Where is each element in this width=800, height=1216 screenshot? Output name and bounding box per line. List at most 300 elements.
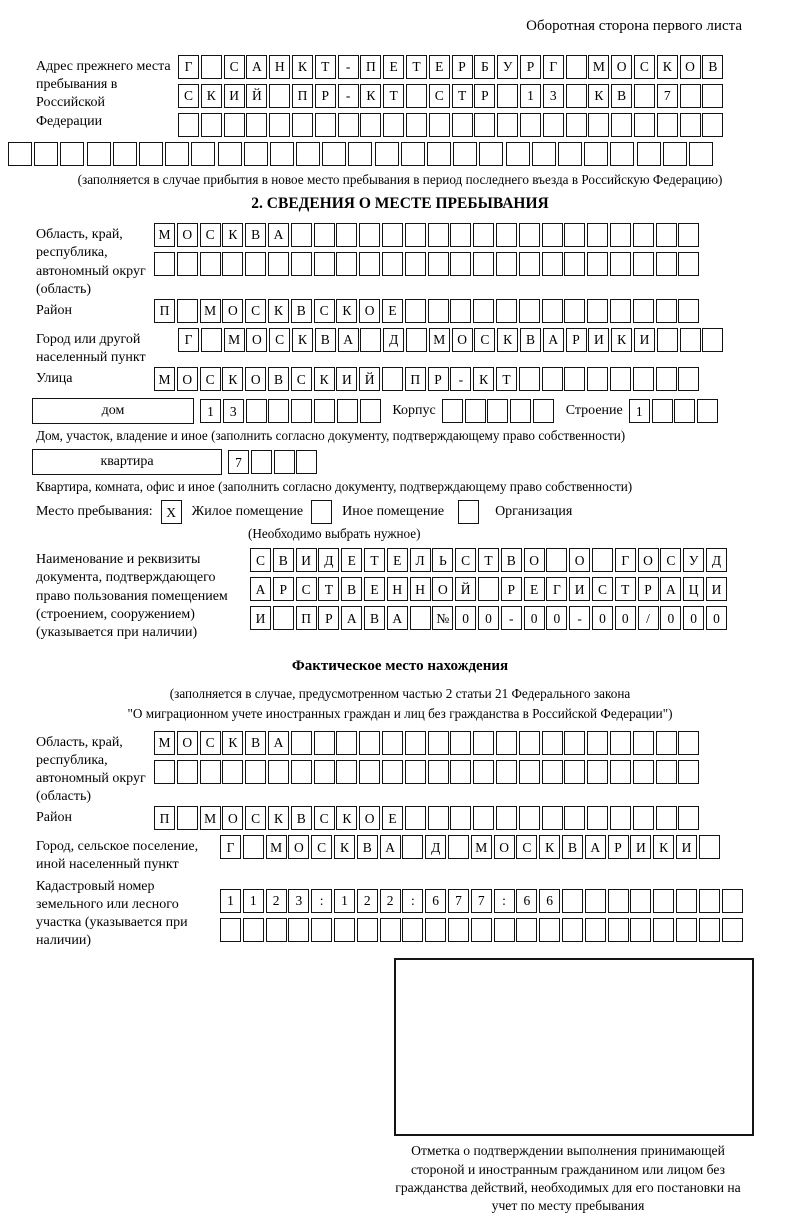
char-cell[interactable]	[697, 399, 718, 423]
char-cell[interactable]	[139, 142, 163, 166]
char-cell[interactable]: А	[543, 328, 564, 352]
char-cell[interactable]	[336, 760, 357, 784]
char-cell[interactable]	[633, 223, 654, 247]
char-cell[interactable]	[452, 113, 473, 137]
char-cell[interactable]: М	[200, 299, 221, 323]
char-cell[interactable]	[587, 252, 608, 276]
char-cell[interactable]	[506, 142, 530, 166]
char-cell[interactable]: С	[314, 806, 335, 830]
char-cell[interactable]: М	[154, 367, 175, 391]
char-cell[interactable]	[357, 918, 378, 942]
char-cell[interactable]	[610, 142, 634, 166]
char-cell[interactable]	[266, 918, 287, 942]
char-cell[interactable]: К	[360, 84, 381, 108]
char-cell[interactable]	[382, 223, 403, 247]
char-cell[interactable]: Д	[706, 548, 727, 572]
char-cell[interactable]	[497, 84, 518, 108]
char-cell[interactable]: Н	[410, 577, 431, 601]
char-cell[interactable]: 1	[520, 84, 541, 108]
char-cell[interactable]: С	[200, 367, 221, 391]
char-cell[interactable]	[564, 223, 585, 247]
checkbox-organization[interactable]	[458, 500, 479, 524]
char-cell[interactable]	[359, 252, 380, 276]
char-cell[interactable]: Р	[318, 606, 339, 630]
char-cell[interactable]	[314, 252, 335, 276]
char-cell[interactable]	[656, 367, 677, 391]
char-cell[interactable]: Т	[406, 55, 427, 79]
char-cell[interactable]	[322, 142, 346, 166]
char-cell[interactable]	[656, 760, 677, 784]
char-cell[interactable]: 1	[220, 889, 241, 913]
char-cell[interactable]	[722, 918, 743, 942]
char-cell[interactable]	[359, 731, 380, 755]
char-cell[interactable]: А	[268, 223, 289, 247]
char-cell[interactable]: С	[660, 548, 681, 572]
char-cell[interactable]: О	[638, 548, 659, 572]
char-cell[interactable]: Е	[383, 55, 404, 79]
char-cell[interactable]: О	[680, 55, 701, 79]
char-cell[interactable]	[410, 606, 431, 630]
char-cell[interactable]	[478, 577, 499, 601]
char-cell[interactable]	[405, 731, 426, 755]
char-cell[interactable]	[656, 731, 677, 755]
char-cell[interactable]	[113, 142, 137, 166]
char-cell[interactable]	[562, 918, 583, 942]
char-cell[interactable]: М	[588, 55, 609, 79]
char-cell[interactable]: К	[336, 806, 357, 830]
char-cell[interactable]	[702, 84, 723, 108]
char-cell[interactable]	[678, 367, 699, 391]
char-cell[interactable]: Д	[425, 835, 446, 859]
char-cell[interactable]	[222, 760, 243, 784]
char-cell[interactable]: 0	[524, 606, 545, 630]
char-cell[interactable]: Т	[615, 577, 636, 601]
char-cell[interactable]: О	[524, 548, 545, 572]
char-cell[interactable]	[201, 55, 222, 79]
char-cell[interactable]	[288, 918, 309, 942]
char-cell[interactable]	[177, 299, 198, 323]
char-cell[interactable]: У	[497, 55, 518, 79]
char-cell[interactable]	[450, 299, 471, 323]
char-cell[interactable]	[496, 223, 517, 247]
char-cell[interactable]: -	[501, 606, 522, 630]
char-cell[interactable]: В	[315, 328, 336, 352]
char-cell[interactable]	[336, 731, 357, 755]
char-cell[interactable]	[402, 835, 423, 859]
char-cell[interactable]	[611, 113, 632, 137]
char-cell[interactable]	[633, 252, 654, 276]
char-cell[interactable]	[177, 760, 198, 784]
char-cell[interactable]	[87, 142, 111, 166]
char-cell[interactable]	[473, 760, 494, 784]
char-cell[interactable]	[315, 113, 336, 137]
char-cell[interactable]: -	[338, 84, 359, 108]
char-cell[interactable]	[702, 113, 723, 137]
char-cell[interactable]	[314, 399, 335, 423]
char-cell[interactable]: И	[296, 548, 317, 572]
char-cell[interactable]: Е	[387, 548, 408, 572]
char-cell[interactable]	[337, 399, 358, 423]
char-cell[interactable]	[314, 731, 335, 755]
char-cell[interactable]: Р	[566, 328, 587, 352]
char-cell[interactable]: 6	[539, 889, 560, 913]
char-cell[interactable]	[633, 731, 654, 755]
char-cell[interactable]: Н	[387, 577, 408, 601]
char-cell[interactable]: С	[311, 835, 332, 859]
char-cell[interactable]: А	[341, 606, 362, 630]
char-cell[interactable]	[177, 252, 198, 276]
char-cell[interactable]: 0	[546, 606, 567, 630]
char-cell[interactable]	[494, 918, 515, 942]
char-cell[interactable]	[428, 252, 449, 276]
char-cell[interactable]: -	[569, 606, 590, 630]
char-cell[interactable]	[487, 399, 508, 423]
char-cell[interactable]	[542, 223, 563, 247]
char-cell[interactable]: В	[341, 577, 362, 601]
char-cell[interactable]: 0	[683, 606, 704, 630]
char-cell[interactable]: Т	[315, 55, 336, 79]
char-cell[interactable]: Р	[608, 835, 629, 859]
char-cell[interactable]	[314, 223, 335, 247]
char-cell[interactable]: К	[268, 806, 289, 830]
char-cell[interactable]: В	[364, 606, 385, 630]
char-cell[interactable]	[564, 252, 585, 276]
char-cell[interactable]	[429, 113, 450, 137]
char-cell[interactable]	[558, 142, 582, 166]
char-cell[interactable]: К	[653, 835, 674, 859]
char-cell[interactable]	[519, 367, 540, 391]
char-cell[interactable]	[542, 731, 563, 755]
char-cell[interactable]	[360, 328, 381, 352]
char-cell[interactable]: 0	[706, 606, 727, 630]
char-cell[interactable]: А	[246, 55, 267, 79]
char-cell[interactable]	[633, 760, 654, 784]
char-cell[interactable]	[496, 252, 517, 276]
char-cell[interactable]: О	[359, 806, 380, 830]
char-cell[interactable]: К	[539, 835, 560, 859]
char-cell[interactable]: 1	[200, 399, 221, 423]
char-cell[interactable]: С	[455, 548, 476, 572]
char-cell[interactable]: Б	[474, 55, 495, 79]
char-cell[interactable]	[268, 399, 289, 423]
char-cell[interactable]	[244, 142, 268, 166]
char-cell[interactable]	[268, 252, 289, 276]
char-cell[interactable]	[587, 731, 608, 755]
char-cell[interactable]	[269, 84, 290, 108]
char-cell[interactable]: /	[638, 606, 659, 630]
char-cell[interactable]	[405, 760, 426, 784]
char-cell[interactable]	[680, 84, 701, 108]
char-cell[interactable]: В	[501, 548, 522, 572]
char-cell[interactable]: 0	[455, 606, 476, 630]
char-cell[interactable]: Т	[318, 577, 339, 601]
char-cell[interactable]: П	[405, 367, 426, 391]
char-cell[interactable]: О	[177, 367, 198, 391]
char-cell[interactable]	[382, 252, 403, 276]
char-cell[interactable]	[60, 142, 84, 166]
char-cell[interactable]	[448, 835, 469, 859]
char-cell[interactable]	[465, 399, 486, 423]
char-cell[interactable]: О	[569, 548, 590, 572]
char-cell[interactable]: М	[154, 223, 175, 247]
char-cell[interactable]: 0	[615, 606, 636, 630]
char-cell[interactable]: К	[657, 55, 678, 79]
char-cell[interactable]	[519, 299, 540, 323]
char-cell[interactable]: К	[201, 84, 222, 108]
char-cell[interactable]	[564, 760, 585, 784]
char-cell[interactable]: К	[334, 835, 355, 859]
char-cell[interactable]	[519, 731, 540, 755]
char-cell[interactable]	[584, 142, 608, 166]
char-cell[interactable]	[532, 142, 556, 166]
char-cell[interactable]	[268, 760, 289, 784]
char-cell[interactable]	[652, 399, 673, 423]
char-cell[interactable]: К	[222, 731, 243, 755]
char-cell[interactable]	[243, 835, 264, 859]
char-cell[interactable]	[564, 367, 585, 391]
char-cell[interactable]: Т	[496, 367, 517, 391]
char-cell[interactable]	[245, 252, 266, 276]
char-cell[interactable]	[566, 113, 587, 137]
char-cell[interactable]: А	[380, 835, 401, 859]
char-cell[interactable]: О	[177, 223, 198, 247]
char-cell[interactable]	[633, 299, 654, 323]
char-cell[interactable]	[702, 328, 723, 352]
char-cell[interactable]: С	[314, 299, 335, 323]
char-cell[interactable]	[154, 760, 175, 784]
char-cell[interactable]	[405, 806, 426, 830]
char-cell[interactable]: К	[292, 328, 313, 352]
char-cell[interactable]: И	[224, 84, 245, 108]
char-cell[interactable]: И	[634, 328, 655, 352]
char-cell[interactable]: Л	[410, 548, 431, 572]
char-cell[interactable]: С	[429, 84, 450, 108]
char-cell[interactable]	[34, 142, 58, 166]
char-cell[interactable]: Т	[383, 84, 404, 108]
char-cell[interactable]: И	[588, 328, 609, 352]
char-cell[interactable]	[634, 84, 655, 108]
char-cell[interactable]: В	[611, 84, 632, 108]
char-cell[interactable]	[587, 367, 608, 391]
char-cell[interactable]	[634, 113, 655, 137]
char-cell[interactable]: 6	[516, 889, 537, 913]
char-cell[interactable]: О	[246, 328, 267, 352]
char-cell[interactable]: Е	[364, 577, 385, 601]
char-cell[interactable]: Р	[520, 55, 541, 79]
char-cell[interactable]	[542, 760, 563, 784]
char-cell[interactable]	[291, 399, 312, 423]
char-cell[interactable]: 3	[288, 889, 309, 913]
char-cell[interactable]	[291, 731, 312, 755]
char-cell[interactable]	[608, 918, 629, 942]
char-cell[interactable]	[245, 760, 266, 784]
char-cell[interactable]	[539, 918, 560, 942]
char-cell[interactable]: А	[585, 835, 606, 859]
char-cell[interactable]	[311, 918, 332, 942]
char-cell[interactable]	[450, 223, 471, 247]
char-cell[interactable]	[291, 252, 312, 276]
char-cell[interactable]: №	[432, 606, 453, 630]
char-cell[interactable]	[406, 84, 427, 108]
char-cell[interactable]: -	[338, 55, 359, 79]
char-cell[interactable]: А	[387, 606, 408, 630]
char-cell[interactable]: М	[224, 328, 245, 352]
char-cell[interactable]	[592, 548, 613, 572]
char-cell[interactable]: О	[245, 367, 266, 391]
char-cell[interactable]: 1	[334, 889, 355, 913]
char-cell[interactable]	[678, 223, 699, 247]
char-cell[interactable]: С	[178, 84, 199, 108]
char-cell[interactable]: Д	[383, 328, 404, 352]
char-cell[interactable]	[218, 142, 242, 166]
char-cell[interactable]	[291, 760, 312, 784]
char-cell[interactable]: 1	[629, 399, 650, 423]
char-cell[interactable]	[453, 142, 477, 166]
apartment-type-box[interactable]: квартира	[32, 449, 222, 475]
char-cell[interactable]: Т	[364, 548, 385, 572]
char-cell[interactable]: К	[497, 328, 518, 352]
char-cell[interactable]	[610, 731, 631, 755]
char-cell[interactable]	[450, 252, 471, 276]
char-cell[interactable]	[676, 918, 697, 942]
char-cell[interactable]	[296, 450, 317, 474]
char-cell[interactable]	[587, 223, 608, 247]
char-cell[interactable]	[406, 113, 427, 137]
char-cell[interactable]	[566, 84, 587, 108]
char-cell[interactable]	[222, 252, 243, 276]
char-cell[interactable]: О	[494, 835, 515, 859]
char-cell[interactable]: В	[562, 835, 583, 859]
char-cell[interactable]: М	[200, 806, 221, 830]
char-cell[interactable]: 7	[657, 84, 678, 108]
char-cell[interactable]: 0	[660, 606, 681, 630]
char-cell[interactable]	[520, 113, 541, 137]
char-cell[interactable]: Н	[269, 55, 290, 79]
char-cell[interactable]	[479, 142, 503, 166]
char-cell[interactable]: Р	[273, 577, 294, 601]
char-cell[interactable]	[542, 252, 563, 276]
char-cell[interactable]: Г	[178, 55, 199, 79]
char-cell[interactable]	[699, 835, 720, 859]
char-cell[interactable]	[656, 806, 677, 830]
char-cell[interactable]	[246, 113, 267, 137]
char-cell[interactable]	[689, 142, 713, 166]
char-cell[interactable]: 7	[471, 889, 492, 913]
char-cell[interactable]: С	[296, 577, 317, 601]
char-cell[interactable]	[154, 252, 175, 276]
char-cell[interactable]: Ц	[683, 577, 704, 601]
char-cell[interactable]	[428, 223, 449, 247]
char-cell[interactable]	[678, 252, 699, 276]
char-cell[interactable]: Т	[452, 84, 473, 108]
char-cell[interactable]: П	[296, 606, 317, 630]
char-cell[interactable]	[401, 142, 425, 166]
char-cell[interactable]: К	[473, 367, 494, 391]
char-cell[interactable]	[610, 367, 631, 391]
char-cell[interactable]	[656, 252, 677, 276]
char-cell[interactable]: И	[676, 835, 697, 859]
char-cell[interactable]: В	[520, 328, 541, 352]
char-cell[interactable]	[653, 889, 674, 913]
char-cell[interactable]: М	[154, 731, 175, 755]
char-cell[interactable]	[442, 399, 463, 423]
char-cell[interactable]: О	[222, 299, 243, 323]
char-cell[interactable]	[8, 142, 32, 166]
char-cell[interactable]: А	[268, 731, 289, 755]
char-cell[interactable]: Р	[638, 577, 659, 601]
char-cell[interactable]	[270, 142, 294, 166]
char-cell[interactable]	[496, 731, 517, 755]
char-cell[interactable]	[471, 918, 492, 942]
char-cell[interactable]: 7	[448, 889, 469, 913]
char-cell[interactable]: С	[291, 367, 312, 391]
char-cell[interactable]	[678, 731, 699, 755]
char-cell[interactable]: С	[200, 731, 221, 755]
char-cell[interactable]	[496, 299, 517, 323]
char-cell[interactable]	[610, 806, 631, 830]
char-cell[interactable]	[562, 889, 583, 913]
char-cell[interactable]: А	[250, 577, 271, 601]
char-cell[interactable]: К	[336, 299, 357, 323]
char-cell[interactable]	[473, 299, 494, 323]
char-cell[interactable]	[587, 760, 608, 784]
char-cell[interactable]: Г	[546, 577, 567, 601]
char-cell[interactable]	[428, 760, 449, 784]
char-cell[interactable]	[427, 142, 451, 166]
char-cell[interactable]: П	[154, 299, 175, 323]
char-cell[interactable]: 7	[228, 450, 249, 474]
char-cell[interactable]	[380, 918, 401, 942]
char-cell[interactable]: Р	[452, 55, 473, 79]
char-cell[interactable]: С	[516, 835, 537, 859]
char-cell[interactable]: Е	[341, 548, 362, 572]
char-cell[interactable]	[630, 918, 651, 942]
char-cell[interactable]: В	[245, 223, 266, 247]
char-cell[interactable]	[405, 299, 426, 323]
char-cell[interactable]	[653, 918, 674, 942]
char-cell[interactable]	[450, 806, 471, 830]
char-cell[interactable]: С	[269, 328, 290, 352]
char-cell[interactable]: Р	[501, 577, 522, 601]
char-cell[interactable]	[177, 806, 198, 830]
char-cell[interactable]	[336, 223, 357, 247]
char-cell[interactable]	[656, 223, 677, 247]
char-cell[interactable]	[497, 113, 518, 137]
char-cell[interactable]	[519, 760, 540, 784]
char-cell[interactable]: К	[222, 367, 243, 391]
char-cell[interactable]	[657, 328, 678, 352]
char-cell[interactable]	[191, 142, 215, 166]
char-cell[interactable]	[722, 889, 743, 913]
char-cell[interactable]: П	[360, 55, 381, 79]
char-cell[interactable]: М	[471, 835, 492, 859]
char-cell[interactable]: 2	[380, 889, 401, 913]
char-cell[interactable]	[587, 299, 608, 323]
char-cell[interactable]	[405, 223, 426, 247]
char-cell[interactable]: И	[630, 835, 651, 859]
char-cell[interactable]	[496, 806, 517, 830]
char-cell[interactable]: С	[245, 806, 266, 830]
char-cell[interactable]: Е	[382, 299, 403, 323]
char-cell[interactable]	[336, 252, 357, 276]
char-cell[interactable]: 3	[543, 84, 564, 108]
char-cell[interactable]	[610, 760, 631, 784]
char-cell[interactable]	[680, 328, 701, 352]
char-cell[interactable]: И	[569, 577, 590, 601]
char-cell[interactable]: В	[245, 731, 266, 755]
char-cell[interactable]	[587, 806, 608, 830]
char-cell[interactable]: О	[288, 835, 309, 859]
